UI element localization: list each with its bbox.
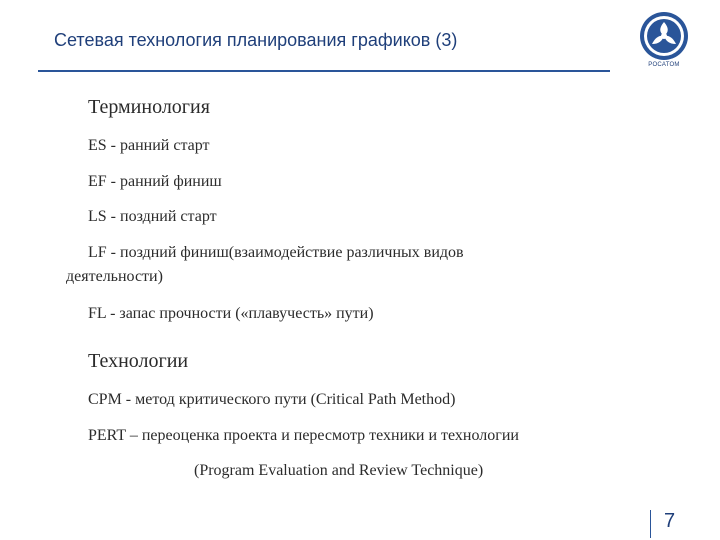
terminology-heading: Терминология (88, 96, 210, 118)
logo-wordmark: РОСАТОМ (648, 62, 680, 68)
slide-title: Сетевая технология планирования графиков (3) (54, 30, 458, 50)
technologies-heading: Технологии (88, 350, 189, 372)
tech-pert-expansion: (Program Evaluation and Review Technique) (194, 462, 484, 479)
footer-divider (650, 510, 651, 538)
term-lf-continuation: деятельности) (66, 268, 163, 285)
tech-pert: PERT – переоценка проекта и пересмотр техники и технологии (88, 427, 519, 444)
rosatom-logo (638, 10, 690, 72)
term-ef: EF - ранний финиш (88, 173, 222, 190)
term-lf: LF - поздний финиш(взаимодействие различных видов (88, 244, 464, 261)
page-number: 7 (664, 510, 676, 532)
term-ls: LS - поздний старт (88, 208, 217, 225)
atom-icon (638, 10, 690, 62)
term-fl: FL - запас прочности («плавучесть» пути) (88, 305, 374, 322)
header-divider (38, 70, 610, 72)
tech-cpm: CPM - метод критического пути (Critical Path Method) (88, 391, 456, 408)
term-es: ES - ранний старт (88, 137, 210, 154)
